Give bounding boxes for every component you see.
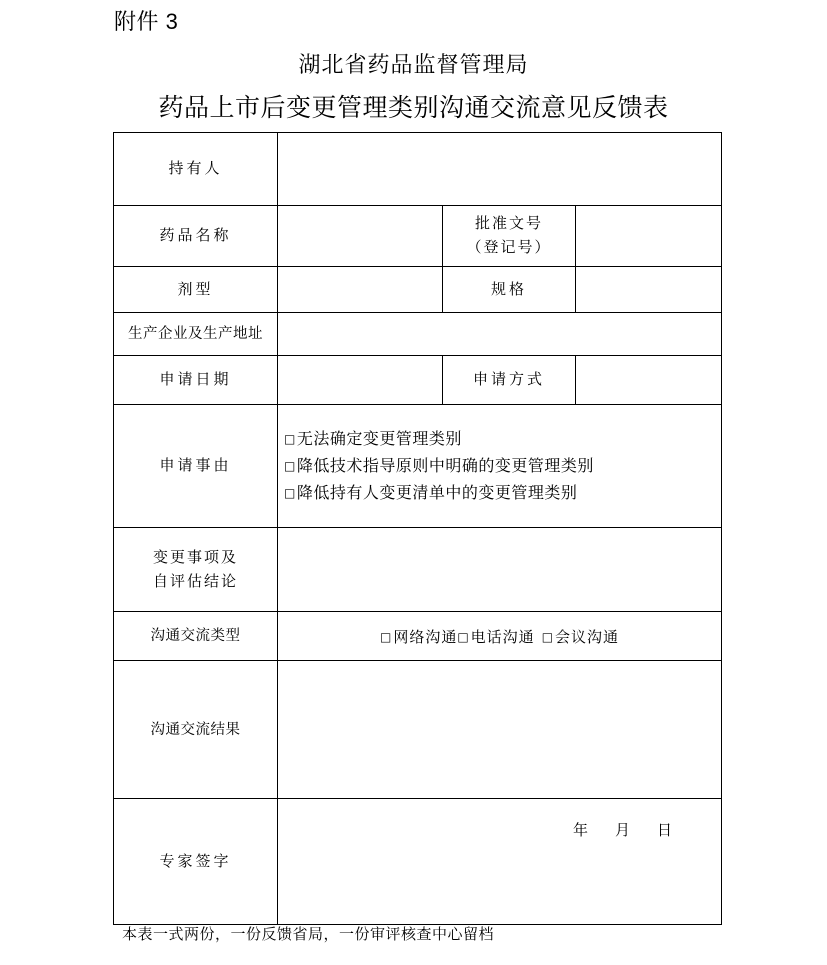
- label-manufacturer: 生产企业及生产地址: [114, 313, 278, 356]
- label-apply-method: 申请方式: [443, 356, 576, 405]
- date-year-label: 年: [572, 822, 589, 839]
- checkbox-icon[interactable]: □: [379, 629, 393, 644]
- comm-type-option-2-label[interactable]: 会议沟通: [555, 629, 620, 646]
- table-row: [114, 661, 722, 799]
- field-specification[interactable]: [576, 267, 722, 313]
- table-row: [114, 267, 722, 313]
- form-title: 药品上市后变更管理类别沟通交流意见反馈表: [158, 94, 669, 122]
- organization-title: 湖北省药品监督管理局: [298, 52, 529, 77]
- table-row: [114, 612, 722, 661]
- label-drug-name: 药品名称: [114, 206, 278, 267]
- label-approval-no-line2: （登记号）: [466, 240, 552, 256]
- comm-type-option-0-label[interactable]: 网络沟通: [393, 629, 458, 646]
- field-apply-reason: [278, 405, 722, 528]
- feedback-form-table: [113, 132, 722, 925]
- field-dosage-form[interactable]: [278, 267, 443, 313]
- checkbox-icon[interactable]: □: [284, 485, 296, 500]
- signature-date-line: [573, 819, 673, 840]
- label-change-items-line2: 自评估结论: [152, 573, 238, 590]
- label-dosage-form: 剂型: [114, 267, 278, 313]
- label-expert-signature: 专家签字: [114, 799, 278, 925]
- field-approval-no[interactable]: [576, 206, 722, 267]
- label-specification: 规格: [443, 267, 576, 313]
- label-holder: 持有人: [114, 133, 278, 206]
- field-holder[interactable]: [278, 133, 722, 206]
- apply-reason-option-list: [278, 416, 721, 517]
- label-comm-result: 沟通交流结果: [114, 661, 278, 799]
- label-approval-no-line1: 批准文号: [474, 216, 543, 232]
- apply-reason-option-2[interactable]: [284, 480, 721, 507]
- label-change-items-line1: 变更事项及: [152, 549, 238, 566]
- checkbox-icon[interactable]: □: [284, 458, 296, 473]
- label-approval-no: [443, 206, 576, 267]
- field-manufacturer[interactable]: [278, 313, 722, 356]
- comm-type-option-1-label[interactable]: 电话沟通: [470, 629, 535, 646]
- field-expert-signature[interactable]: [278, 799, 722, 925]
- date-day-label: 日: [657, 822, 674, 839]
- table-row: [114, 799, 722, 925]
- table-row: [114, 206, 722, 267]
- field-comm-result[interactable]: [278, 661, 722, 799]
- checkbox-icon[interactable]: □: [284, 431, 296, 446]
- table-row: [114, 528, 722, 612]
- field-comm-type: [278, 612, 722, 661]
- checkbox-icon[interactable]: □: [457, 629, 470, 644]
- table-row: [114, 405, 722, 528]
- apply-reason-option-1[interactable]: [284, 453, 721, 480]
- apply-reason-option-2-label: 降低持有人变更清单中的变更管理类别: [296, 484, 578, 502]
- label-apply-date: 申请日期: [114, 356, 278, 405]
- footnote: 本表一式两份，一份反馈省局，一份审评核查中心留档: [122, 927, 495, 943]
- table-row: [114, 133, 722, 206]
- label-change-items: [114, 528, 278, 612]
- field-apply-date[interactable]: [278, 356, 443, 405]
- field-drug-name[interactable]: [278, 206, 443, 267]
- label-comm-type: 沟通交流类型: [114, 612, 278, 661]
- table-row: [114, 313, 722, 356]
- apply-reason-option-0-label: 无法确定变更管理类别: [296, 430, 462, 448]
- apply-reason-option-1-label: 降低技术指导原则中明确的变更管理类别: [296, 457, 594, 475]
- date-month-label: 月: [614, 822, 631, 839]
- table-row: [114, 356, 722, 405]
- checkbox-icon[interactable]: □: [541, 629, 555, 644]
- field-change-items[interactable]: [278, 528, 722, 612]
- attachment-label: 附件 3: [114, 9, 179, 34]
- field-apply-method[interactable]: [576, 356, 722, 405]
- apply-reason-option-0[interactable]: [284, 426, 721, 453]
- label-apply-reason: 申请事由: [114, 405, 278, 528]
